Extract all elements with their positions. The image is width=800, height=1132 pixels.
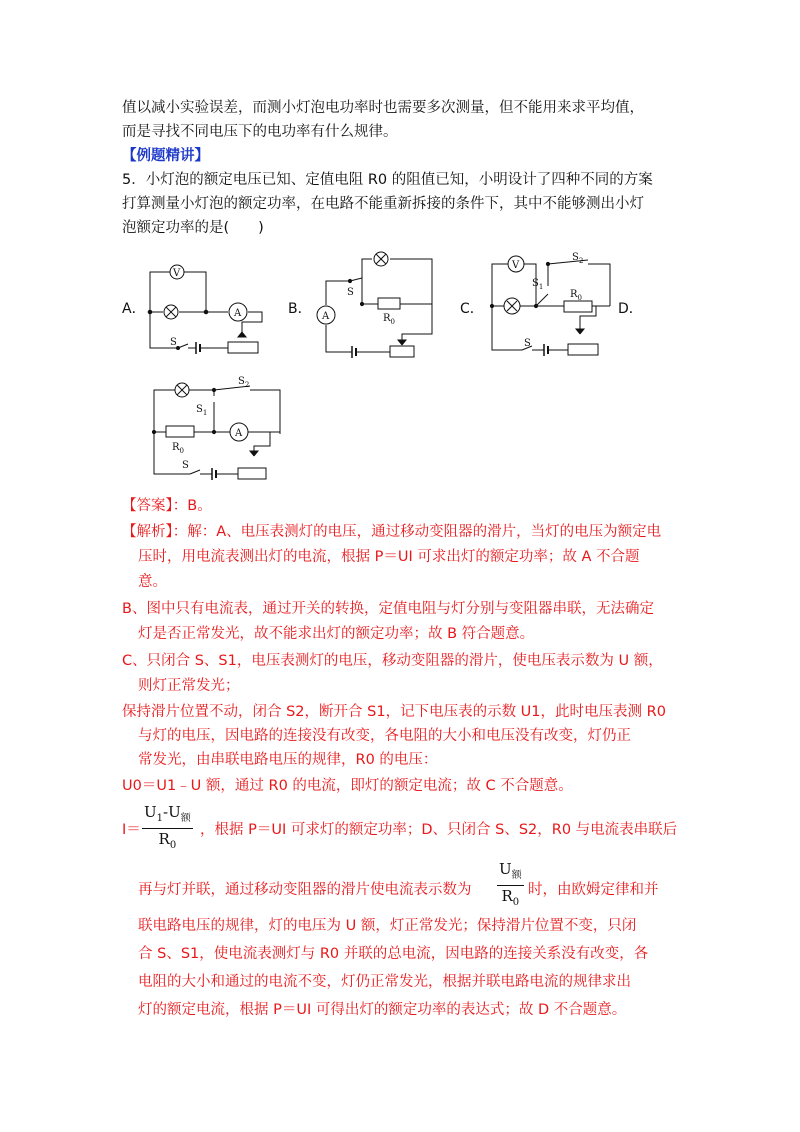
option-a-label: A． [122,301,146,317]
analysis-line-5: 灯是否正常发光，故不能求出灯的额定功率；故 B 符合题意。 [138,626,535,642]
switch-s-label-b: S [347,287,354,298]
option-d-label: D． [618,301,643,317]
formula2-den-sub: 0 [512,897,520,908]
analysis-line-2: 压时，用电流表测出灯的电流，根据 P＝UI 可求出灯的额定功率；故 A 不合题 [138,549,640,565]
intro-line-1: 值以减小实验误差，而测小灯泡电功率时也需要多次测量，但不能用来求平均值， [122,100,644,116]
question-line-3: 泡额定功率的是( ) [122,220,264,236]
analysis-line-7: 则灯正常发光； [138,678,240,694]
analysis-line-10: 常发光，由串联电路电压的规律，R0 的电压： [138,752,438,768]
circuit-a-diagram [140,258,270,358]
analysis-line-16: 电阻的大小和通过的电流不变，灯仍正常发光，根据并联电路电流的规律求出 [138,974,631,990]
formula1-num-sub2: 额 [180,813,191,824]
option-c-label: C． [460,301,484,317]
rated-current-fraction [497,860,524,913]
current-formula-fraction [142,803,193,856]
analysis-line-8: 保持滑片位置不动，闭合 S2，断开合 S1，记下电压表的示数 U1，此时电压表测 R0 [122,704,666,720]
ammeter-label-a: A [234,308,242,319]
switch-s-label-c: S [524,338,531,349]
analysis-line-6: C、只闭合 S、S1，电压表测灯的电压，移动变阻器的滑片，使电压表示数为 U 额， [122,653,663,669]
ammeter-label-b: A [322,311,330,322]
formula1-num-sub1: 1 [156,813,164,824]
circuit-c-diagram [488,250,618,360]
answer: 【答案】：B。 [122,498,212,514]
switch-s-label-d: S [182,460,189,471]
switch-s1-label-c: $S_1$ [532,278,544,291]
switch-s1-label-d: $S_1$ [196,404,208,417]
analysis-line-13-suffix: 时，由欧姆定律和并 [528,882,659,898]
section-title: 【例题精讲】 [122,148,209,164]
r0-label-c: $R_0$ [570,289,582,302]
ammeter-label-d: A [235,428,243,439]
analysis-line-14: 联电路电压的规律，灯的电压为 U 额，灯正常发光；保持滑片位置不变，只闭 [138,918,637,934]
circuit-d-diagram [150,372,285,490]
analysis-line-12-prefix: I＝ [122,822,141,838]
analysis-line-3: 意。 [138,574,167,590]
question-line-2: 打算测量小灯泡的额定功率，在电路不能重新拆接的条件下，其中不能够测出小灯 [122,196,644,212]
analysis-line-12-suffix: ，根据 P＝UI 可求灯的额定功率；D、只闭合 S、S2，R0 与电流表串联后 [200,822,678,838]
r0-label-d: $R_0$ [172,442,184,455]
formula1-den-sub: 0 [169,840,177,851]
analysis-line-17: 灯的额定电流，根据 P＝UI 可得出灯的额定功率的表达式；故 D 不合题意。 [138,1002,627,1018]
question-line-1: 5．小灯泡的额定电压已知、定值电阻 R0 的阻值已知，小明设计了四种不同的方案 [122,172,653,188]
intro-line-2: 而是寻找不同电压下的电功率有什么规律。 [122,124,398,140]
formula2-den: R [501,887,513,905]
analysis-line-11: U0＝U1﹣U 额，通过 R0 的电流，即灯的额定电流；故 C 不合题意。 [122,778,573,794]
circuit-b-diagram [310,248,440,358]
switch-s-label-a: S [170,337,177,348]
formula2-num-sub: 额 [511,870,522,881]
analysis-line-9: 与灯的电压，因电路的连接没有改变，各电阻的大小和电压没有改变，灯仍正 [138,728,631,744]
formula1-num-mid: -U [163,803,181,821]
r0-label-b: $R_0$ [383,313,395,326]
formula1-num-u: U [144,803,157,821]
analysis-line-13-prefix: 再与灯并联，通过移动变阻器的滑片使电流表示数为 [138,882,472,898]
switch-s2-label-c: $S_2$ [572,252,584,265]
voltmeter-label-c: V [512,260,520,271]
switch-s2-label-d: $S_2$ [238,376,250,389]
analysis-line-1: 【解析】：解：A、电压表测灯的电压，通过移动变阻器的滑片，当灯的电压为额定电 [122,524,662,540]
analysis-line-15: 合 S、S1，使电流表测灯与 R0 并联的总电流，因电路的连接关系没有改变，各 [138,946,649,962]
analysis-line-4: B、图中只有电流表，通过开关的转换，定值电阻与灯分别与变阻器串联，无法确定 [122,601,654,617]
option-b-label: B． [288,301,312,317]
voltmeter-label-a: V [173,268,181,279]
formula1-den: R [158,830,170,848]
formula2-num: U [499,860,512,878]
